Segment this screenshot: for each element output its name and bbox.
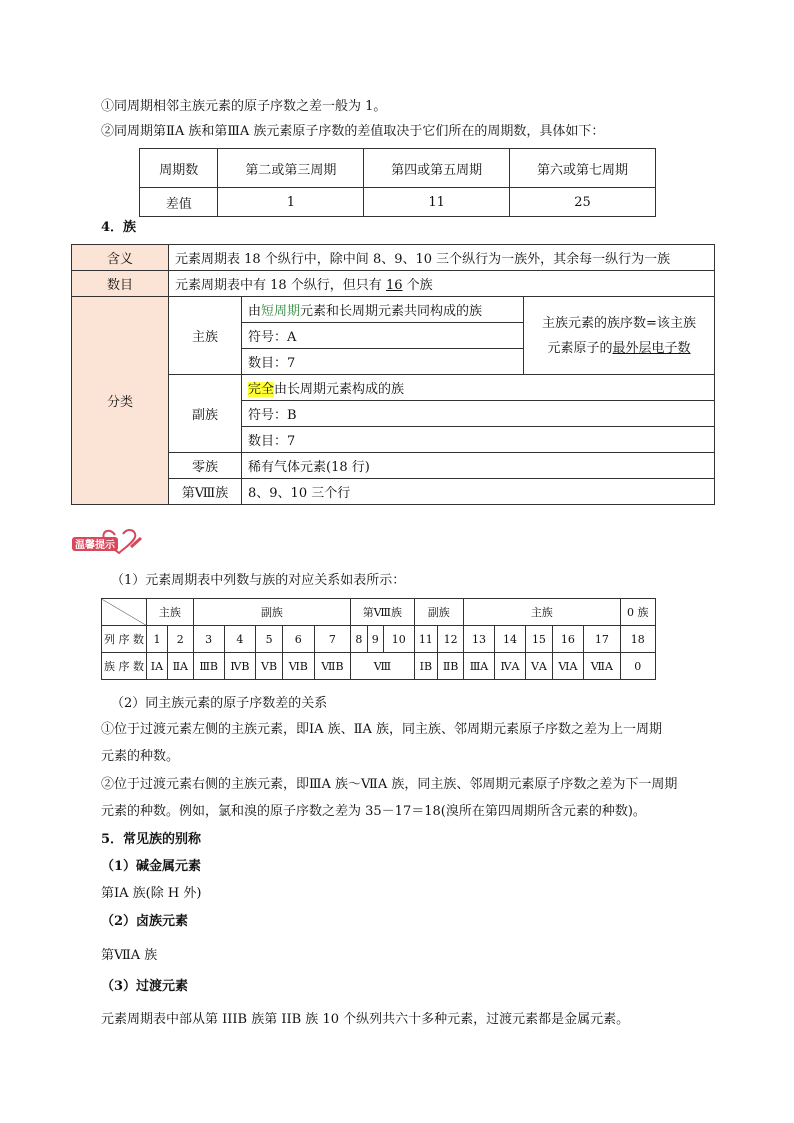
column-number-cell: 6 bbox=[282, 626, 314, 653]
zero-group-label: 零族 bbox=[169, 453, 242, 479]
count-label: 数目 bbox=[72, 271, 169, 297]
group-number-cell: ⅤA bbox=[526, 653, 553, 680]
column-number-cell: 7 bbox=[314, 626, 351, 653]
row-label-column: 列 序 数 bbox=[102, 626, 147, 653]
count-text-pre: 元素周期表中有 18 个纵行，但只有 bbox=[175, 278, 386, 293]
column-number-cell: 9 bbox=[367, 626, 383, 653]
main-note-underline: 最外层电子数 bbox=[612, 340, 691, 356]
meaning-label: 含义 bbox=[72, 245, 169, 271]
group-number-cell: ⅢB bbox=[193, 653, 224, 680]
column-number-cell: 8 bbox=[351, 626, 367, 653]
intro-line-1: ①同周期相邻主族元素的原子序数之差一般为 1。 bbox=[101, 99, 387, 114]
count-text-post: 个族 bbox=[402, 278, 433, 293]
count-text bbox=[169, 271, 715, 297]
sub-group-symbol: 符号：B bbox=[242, 401, 715, 427]
group-number-cell: ⅠB bbox=[414, 653, 438, 680]
main-group-desc bbox=[242, 297, 524, 323]
section-5-sub-1-title: （1）碱金属元素 bbox=[101, 859, 202, 874]
group-number-cell: ⅣA bbox=[494, 653, 525, 680]
sub-group-desc bbox=[242, 375, 715, 401]
group-number-cell: ⅦA bbox=[584, 653, 620, 680]
section-5-title: 5．常见族的别称 bbox=[101, 832, 202, 847]
header-eighth-group: 第Ⅷ族 bbox=[351, 599, 414, 626]
heart-icon bbox=[71, 527, 145, 555]
table-header-cell: 第二或第三周期 bbox=[218, 149, 364, 188]
section-5-sub-2-text: 第ⅦA 族 bbox=[101, 948, 158, 963]
table-cell: 差值 bbox=[140, 188, 218, 217]
main-desc-post: 元素和长周期元素共同构成的族 bbox=[300, 304, 483, 319]
group-number-cell: ⅡB bbox=[438, 653, 464, 680]
table-header-cell: 第四或第五周期 bbox=[364, 149, 510, 188]
tip2-paragraph-2-line-1: ②位于过渡元素右侧的主族元素，即ⅢA 族～ⅦA 族，同主族、邻周期元素原子序数之差为下一周期 bbox=[101, 777, 678, 792]
table-cell: 1 bbox=[218, 188, 364, 217]
group-number-cell: ⅢA bbox=[464, 653, 495, 680]
column-number-cell: 14 bbox=[494, 626, 525, 653]
main-note-line-2 bbox=[524, 336, 714, 361]
column-number-cell: 5 bbox=[256, 626, 283, 653]
group-classification-table bbox=[71, 244, 715, 505]
column-number-cell: 11 bbox=[414, 626, 438, 653]
sub-desc-post: 由长周期元素构成的族 bbox=[274, 382, 405, 397]
group-number-cell: ⅡA bbox=[167, 653, 193, 680]
intro-line-2: ②同周期第ⅡA 族和第ⅢA 族元素原子序数的差值取决于它们所在的周期数，具体如下： bbox=[101, 124, 605, 139]
class-label: 分类 bbox=[72, 297, 169, 505]
table-cell: 11 bbox=[364, 188, 510, 217]
column-number-cell: 12 bbox=[438, 626, 464, 653]
tip2-paragraph-1-line-1: ①位于过渡元素左侧的主族元素，即ⅠA 族、ⅡA 族，同主族、邻周期元素原子序数之差为上一周期 bbox=[101, 722, 663, 737]
sub-group-label: 副族 bbox=[169, 375, 242, 453]
column-number-cell: 17 bbox=[584, 626, 620, 653]
main-group-note bbox=[524, 297, 715, 375]
group-number-cell: ⅣB bbox=[224, 653, 256, 680]
section-5-sub-2-title: （2）卤族元素 bbox=[101, 914, 189, 929]
main-group-label: 主族 bbox=[169, 297, 242, 375]
section-5-sub-3-title: （3）过渡元素 bbox=[101, 979, 189, 994]
tip-item-1: （1）元素周期表中列数与族的对应关系如表所示： bbox=[111, 573, 406, 588]
count-value: 16 bbox=[385, 278, 403, 293]
tip2-paragraph-2-line-2: 元素的种数。例如，氯和溴的原子序数之差为 35－17＝18(溴所在第四周期所含元素的种数)。 bbox=[101, 804, 646, 819]
header-main-group-2: 主族 bbox=[464, 599, 620, 626]
section-5-sub-3-text: 元素周期表中部从第 IIIB 族第 IIB 族 10 个纵列共六十多种元素，过渡元素都是金属元素。 bbox=[101, 1012, 630, 1027]
period-difference-table bbox=[139, 148, 656, 217]
group-number-cell: 0 bbox=[620, 653, 655, 680]
row-label-group: 族 序 数 bbox=[102, 653, 147, 680]
tip2-paragraph-1-line-2: 元素的种数。 bbox=[101, 749, 180, 764]
section-4-title: 4．族 bbox=[101, 220, 137, 235]
tip-badge-text: 温馨提示 bbox=[75, 540, 115, 551]
eighth-group-label: 第Ⅷ族 bbox=[169, 479, 242, 505]
column-number-cell: 18 bbox=[620, 626, 655, 653]
group-number-cell: ⅦB bbox=[314, 653, 351, 680]
column-number-cell: 16 bbox=[552, 626, 583, 653]
column-number-cell: 2 bbox=[167, 626, 193, 653]
main-group-symbol: 符号：A bbox=[242, 323, 524, 349]
main-desc-highlight: 短周期 bbox=[261, 304, 301, 319]
column-number-cell: 15 bbox=[526, 626, 553, 653]
section-5-sub-1-text: 第ⅠA 族(除 H 外) bbox=[101, 886, 202, 901]
header-sub-group-2: 副族 bbox=[414, 599, 464, 626]
column-group-map-table bbox=[101, 598, 656, 680]
tip-badge bbox=[71, 527, 145, 555]
column-number-cell: 4 bbox=[224, 626, 256, 653]
table-header-cell: 第六或第七周期 bbox=[510, 149, 656, 188]
table-header-cell: 周期数 bbox=[140, 149, 218, 188]
tip-item-2-title: （2）同主族元素的原子序数差的关系 bbox=[111, 696, 328, 711]
group-number-cell: ⅠA bbox=[147, 653, 168, 680]
header-sub-group-1: 副族 bbox=[193, 599, 351, 626]
main-note-line-1: 主族元素的族序数=该主族 bbox=[542, 315, 696, 331]
main-note-pre: 元素原子的 bbox=[547, 340, 613, 356]
sub-group-number: 数目：7 bbox=[242, 427, 715, 453]
group-number-cell: ⅤB bbox=[256, 653, 283, 680]
sub-desc-highlight: 完全 bbox=[248, 382, 275, 397]
column-number-cell: 3 bbox=[193, 626, 224, 653]
main-desc-pre: 由 bbox=[248, 304, 262, 319]
header-zero-group: 0 族 bbox=[620, 599, 655, 626]
group-eight-cell: Ⅷ bbox=[351, 653, 414, 680]
header-main-group-1: 主族 bbox=[147, 599, 194, 626]
column-number-cell: 10 bbox=[383, 626, 414, 653]
column-number-cell: 1 bbox=[147, 626, 168, 653]
main-group-number: 数目：7 bbox=[242, 349, 524, 375]
diagonal-corner-cell bbox=[102, 599, 147, 626]
column-number-cell: 13 bbox=[464, 626, 495, 653]
table-cell: 25 bbox=[510, 188, 656, 217]
meaning-text: 元素周期表 18 个纵行中，除中间 8、9、10 三个纵行为一族外，其余每一纵行为一族 bbox=[169, 245, 715, 271]
group-number-cell: ⅥA bbox=[552, 653, 583, 680]
group-number-cell: ⅥB bbox=[282, 653, 314, 680]
eighth-group-desc: 8、9、10 三个行 bbox=[242, 479, 715, 505]
zero-group-desc: 稀有气体元素(18 行) bbox=[242, 453, 715, 479]
